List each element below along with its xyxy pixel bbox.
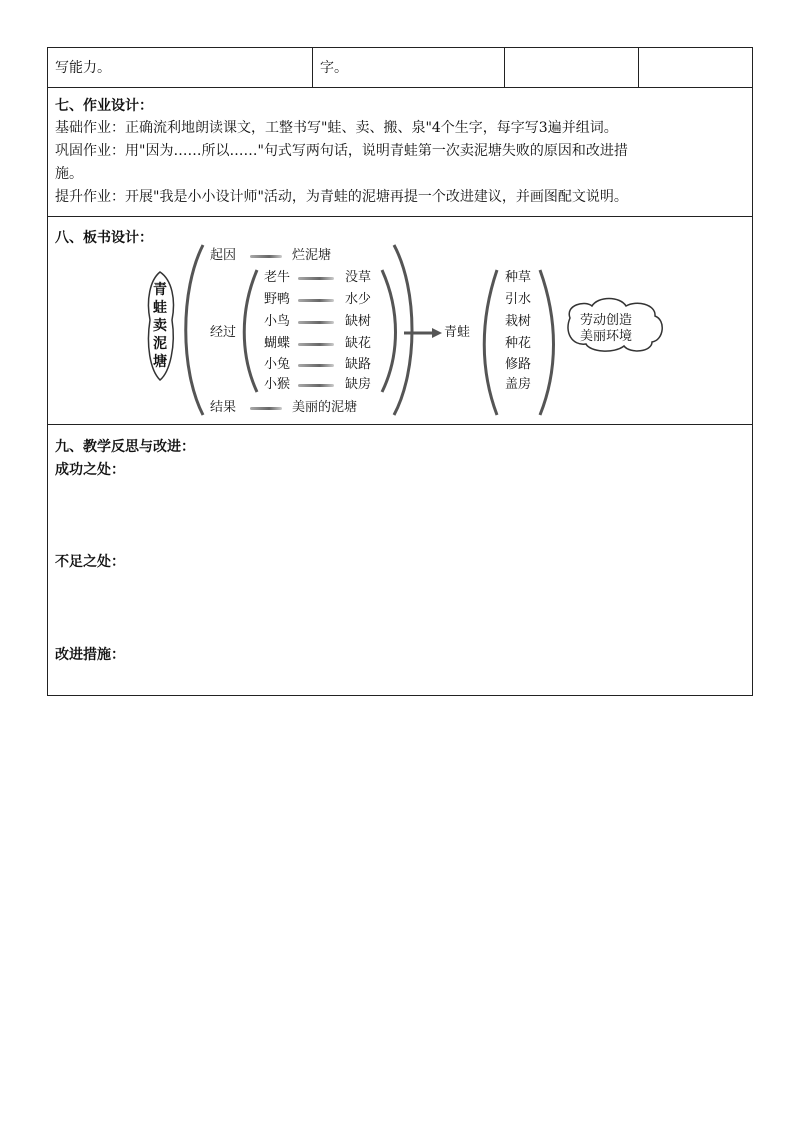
board-title-char-5: 塘 [153,354,167,370]
board-title-char-4: 泥 [153,336,167,352]
board-animal: 老牛 [264,270,291,285]
board-lack: 没草 [345,270,372,285]
board-cloud-line-1: 劳动创造 [580,313,633,328]
board-end-bar [250,407,282,410]
board-action: 盖房 [505,377,532,392]
board-row-bar [298,299,334,302]
board-lack: 水少 [345,292,372,307]
board-start-bar [250,255,282,258]
board-diagram [0,0,800,430]
section-7-title: 七、作业设计： [55,98,153,114]
improve-label: 改进措施： [55,647,125,663]
board-lack: 缺花 [345,336,372,351]
board-animal: 蝴蝶 [264,336,291,351]
board-title-char-2: 蛙 [153,300,167,316]
board-row-bar [298,321,334,324]
section-9-cell [47,424,753,696]
shortcoming-label: 不足之处： [55,554,125,570]
board-action: 种草 [505,270,532,285]
board-row-bar [298,277,334,280]
board-animal: 小猴 [264,377,291,392]
success-label: 成功之处： [55,462,125,478]
board-lack: 缺房 [345,377,372,392]
board-cloud-line-2: 美丽环境 [580,329,633,344]
homework-basic: 基础作业：正确流利地朗读课文，工整书写"蛙、卖、搬、泉"4个生字，每字写3遍并组词。 [55,120,618,136]
board-end-value: 美丽的泥塘 [292,400,358,415]
board-action: 引水 [505,292,532,307]
top-row-cell-1: 写能力。 [55,60,111,76]
board-animal: 小鸟 [264,314,291,329]
board-start-label: 起因 [210,248,237,263]
homework-consolidate-cont: 施。 [55,166,83,182]
board-process-label: 经过 [210,325,237,340]
board-brackets [0,0,800,430]
board-lack: 缺树 [345,314,372,329]
board-lack: 缺路 [345,357,372,372]
board-row-bar [298,384,334,387]
board-title-char-3: 卖 [153,318,167,334]
homework-consolidate: 巩固作业：用"因为……所以……"句式写两句话，说明青蛙第一次卖泥塘失败的原因和改进措 [55,143,628,159]
section-9-title: 九、教学反思与改进： [55,439,195,455]
top-row-cell-2: 字。 [320,60,348,76]
board-title-char-1: 青 [153,282,167,298]
homework-advanced: 提升作业：开展"我是小小设计师"活动，为青蛙的泥塘再提一个改进建议，并画图配文说明。 [55,189,628,205]
board-action: 栽树 [505,314,532,329]
board-action: 修路 [505,357,532,372]
board-animal: 小兔 [264,357,291,372]
section-8-title: 八、板书设计： [55,230,153,246]
board-row-bar [298,364,334,367]
board-end-label: 结果 [210,400,237,415]
board-row-bar [298,343,334,346]
board-start-value: 烂泥塘 [292,248,332,263]
board-action: 种花 [505,336,532,351]
board-frog-label: 青蛙 [444,325,471,340]
board-animal: 野鸭 [264,292,291,307]
